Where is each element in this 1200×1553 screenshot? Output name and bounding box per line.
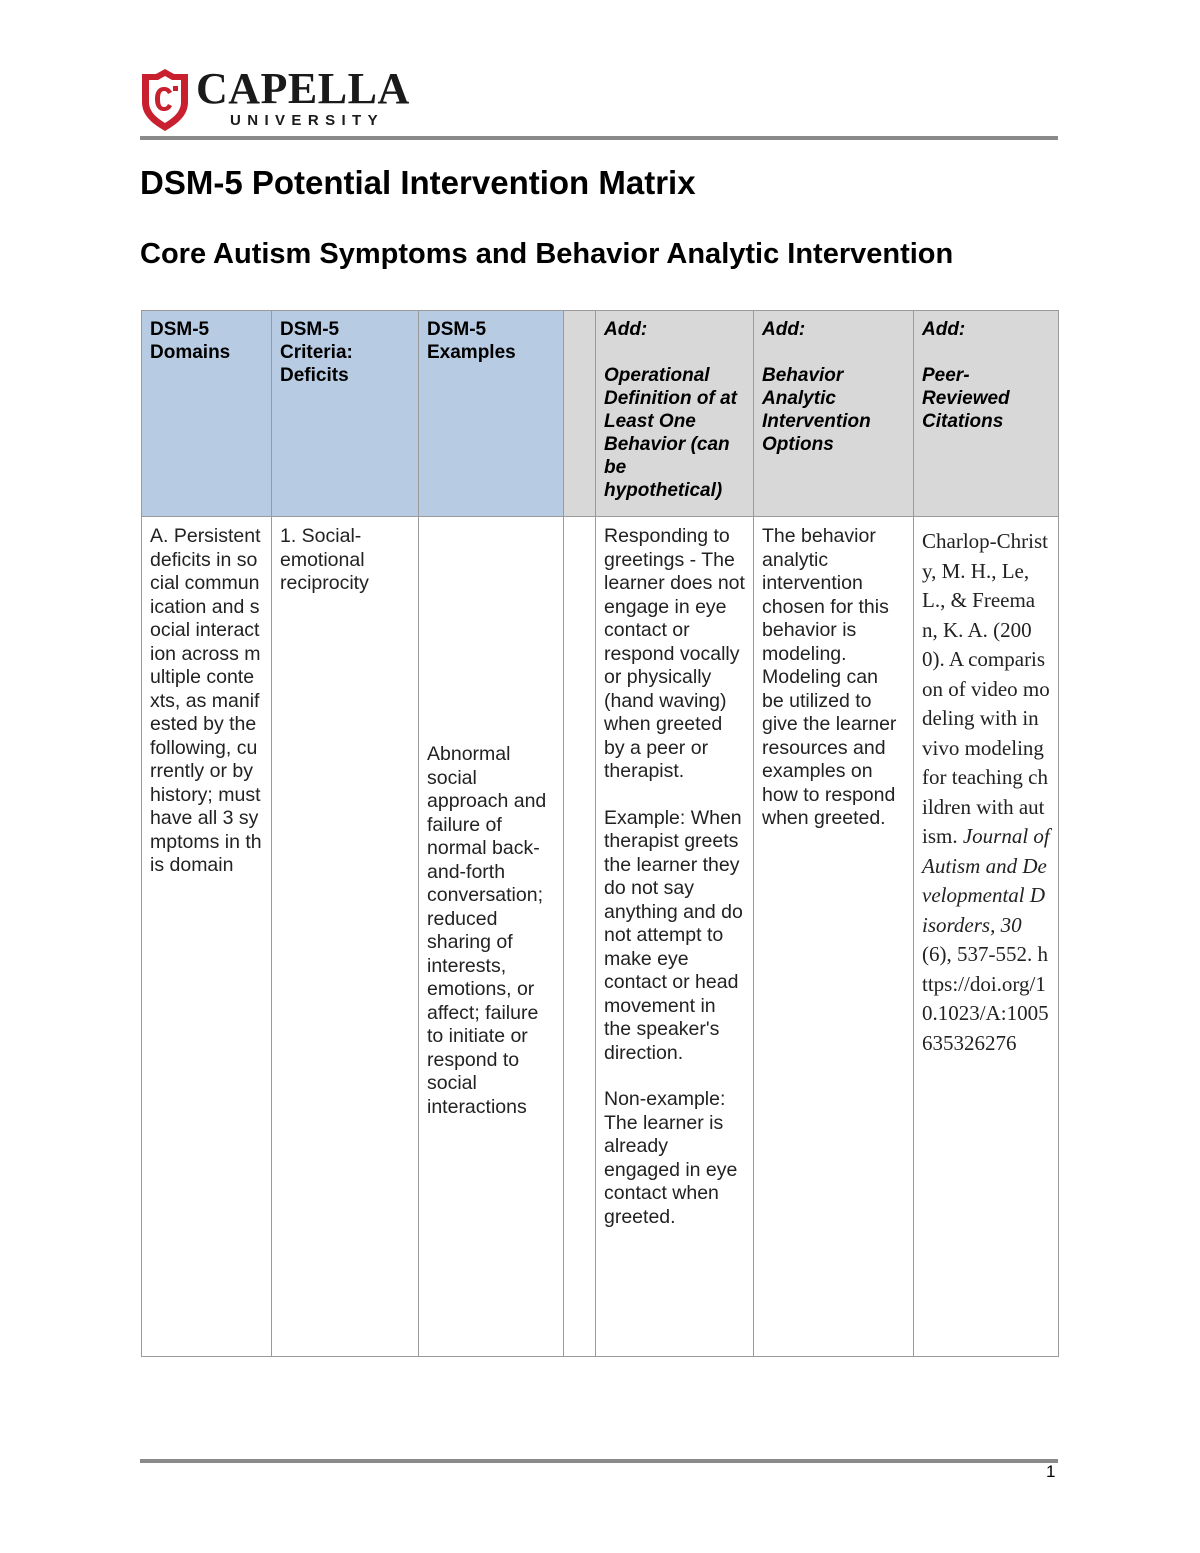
table-header-row xyxy=(142,311,1059,517)
header-intervention-options xyxy=(754,311,914,517)
header-operational-prefix: Add: xyxy=(604,319,648,340)
page-number: 1 xyxy=(1046,1462,1056,1481)
cell-citation xyxy=(914,517,1059,1357)
definition-text: Responding to greetings - The learner does not engage in eye contact or respond vocally or physically (hand waving) when greeted by a peer or therapist. xyxy=(604,525,745,782)
header-rule xyxy=(140,136,1058,140)
capella-shield-icon xyxy=(140,68,190,132)
header-criteria: DSM-5 Criteria: Deficits xyxy=(272,311,419,517)
example-text: Example: When therapist greets the learner they do not say anything and do not attempt to make eye contact or head movement in the speaker's direction. xyxy=(604,806,743,1064)
cell-domain: A. Persistent deficits in social communication and social interaction across multiple contexts, as manifested by the following, currently or by history; must have all 3 symptoms in this domain xyxy=(142,517,272,1357)
capella-logo xyxy=(140,64,410,132)
header-domains: DSM-5 Domains xyxy=(142,311,272,517)
header-citations xyxy=(914,311,1059,517)
table-row xyxy=(142,517,1059,1357)
citation-journal: Journal of Autism and Developmental Disorders, 30 xyxy=(922,824,1050,937)
header-intervention-prefix: Add: xyxy=(762,319,806,340)
logo-subtitle: UNIVERSITY xyxy=(230,112,385,129)
header-operational-label: Operational Definition of at Least One Behavior (can be hypothetical) xyxy=(604,365,737,501)
cell-spacer xyxy=(564,517,596,1357)
header-spacer xyxy=(564,311,596,517)
page-title: DSM-5 Potential Intervention Matrix xyxy=(140,164,696,201)
cell-operational-definition xyxy=(596,517,754,1357)
citation-issue: (6), 537-552. https://doi.org/10.1023/A:1005635326276 xyxy=(922,942,1049,1055)
intervention-matrix-table xyxy=(141,310,1059,1357)
page-subtitle: Core Autism Symptoms and Behavior Analytic Intervention xyxy=(140,238,954,270)
cell-intervention: The behavior analytic intervention chosen for this behavior is modeling. Modeling can be utilized to give the learner resources and examples on how to respond when greeted. xyxy=(754,517,914,1357)
cell-example: Abnormal social approach and failure of normal back-and-forth conversation; reduced sharing of interests, emotions, or affect; failure to initiate or respond to social interactions xyxy=(419,517,564,1357)
header-examples: DSM-5 Examples xyxy=(419,311,564,517)
citation-authors: Charlop-Christy, M. H., Le, L., & Freeman, K. A. (2000). A comparison of video modeling with in vivo modeling for teaching children with autism. xyxy=(922,529,1050,848)
non-example-text: Non-example: The learner is already engaged in eye contact when greeted. xyxy=(604,1088,738,1228)
logo-name: CAPELLA xyxy=(196,64,410,113)
header-citations-prefix: Add: xyxy=(922,319,966,340)
cell-criterion: 1. Social-emotional reciprocity xyxy=(272,517,419,1357)
header-operational-definition xyxy=(596,311,754,517)
footer-rule xyxy=(140,1459,1058,1463)
header-citations-label: Peer-Reviewed Citations xyxy=(922,365,1010,432)
header-intervention-label: Behavior Analytic Intervention Options xyxy=(762,365,871,455)
